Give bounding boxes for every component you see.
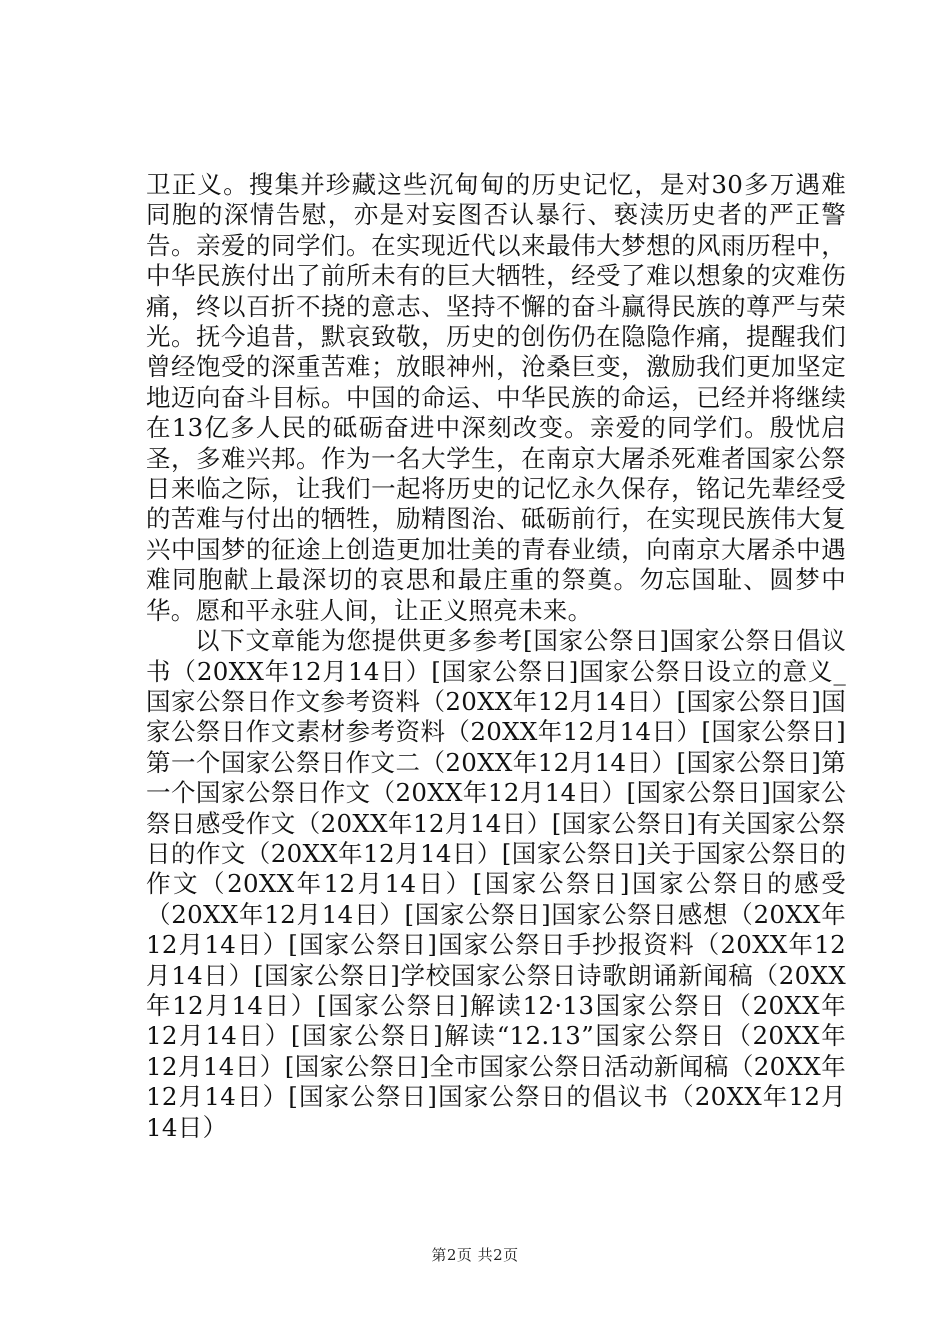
body-paragraph-continuation: 卫正义。搜集并珍藏这些沉甸甸的历史记忆，是对30多万遇难同胞的深情告慰，亦是对妄图否认暴行、亵渎历史者的严正警告。亲爱的同学们。在实现近代以来最伟大梦想的风雨历程中，中华民族付出了前所未有的巨大牺牲，经受了难以想象的灾难伤痛，终以百折不挠的意志、坚持不懈的奋斗赢得民族的尊严与荣光。抚今追昔，默哀致敬，历史的创伤仍在隐隐作痛，提醒我们曾经饱受的深重苦难；放眼神州，沧桑巨变，激励我们更加坚定地迈向奋斗目标。中国的命运、中华民族的命运，已经并将继续在13亿多人民的砥砺奋进中深刻改变。亲爱的同学们。殷忧启圣，多难兴邦。作为一名大学生，在南京大屠杀死难者国家公祭日来临之际，让我们一起将历史的记忆永久保存，铭记先辈经受的苦难与付出的牺牲，励精图治、砥砺前行，在实现民族伟大复兴中国梦的征途上创造更加壮美的青春业绩，向南京大屠杀中遇难同胞献上最深切的哀思和最庄重的祭奠。勿忘国耻、圆梦中华。愿和平永驻人间，让正义照亮未来。 [146, 170, 846, 625]
body-paragraph-references: 以下文章能为您提供更多参考[国家公祭日]国家公祭日倡议书（20XX年12月14日）[国家公祭日]国家公祭日设立的意义_国家公祭日作文参考资料（20XX年12月14日）[国家公祭日]国家公祭日作文素材参考资料（20XX年12月14日）[国家公祭日]第一个国家公祭日作文二（20XX年12月14日）[国家公祭日]第一个国家公祭日作文（20XX年12月14日）[国家公祭日]国家公祭日感受作文（20XX年12月14日）[国家公祭日]有关国家公祭日的作文（20XX年12月14日）[国家公祭日]关于国家公祭日的作文（20XX年12月14日）[国家公祭日]国家公祭日的感受（20XX年12月14日）[国家公祭日]国家公祭日感想（20XX年12月14日）[国家公祭日]国家公祭日手抄报资料（20XX年12月14日）[国家公祭日]学校国家公祭日诗歌朗诵新闻稿（20XX年12月14日）[国家公祭日]解读12·13国家公祭日（20XX年12月14日）[国家公祭日]解读“12.13”国家公祭日（20XX年12月14日）[国家公祭日]全市国家公祭日活动新闻稿（20XX年12月14日）[国家公祭日]国家公祭日的倡议书（20XX年12月14日） [146, 626, 846, 1142]
document-body [146, 170, 846, 1143]
page-footer: 第2页 共2页 [431, 1246, 519, 1264]
